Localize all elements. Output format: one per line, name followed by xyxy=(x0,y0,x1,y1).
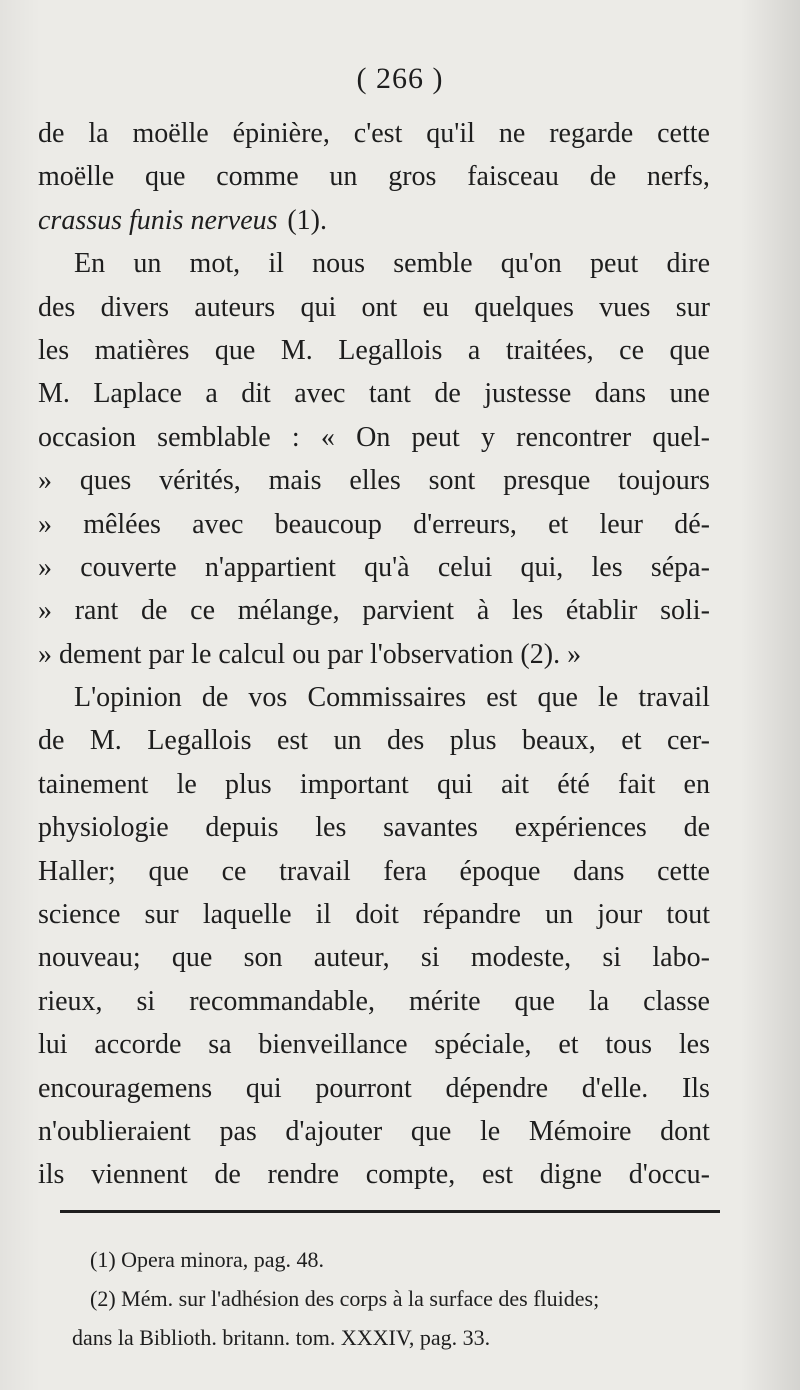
word: rencontrer xyxy=(516,421,632,453)
word: ce xyxy=(190,595,216,627)
italic-text-segment: crassus funis nerveus xyxy=(38,204,278,236)
word: sont xyxy=(428,465,476,497)
word: que xyxy=(148,855,189,887)
word: sur xyxy=(675,291,710,323)
word: qui, xyxy=(520,551,564,583)
word: rendre xyxy=(267,1159,340,1191)
word: de xyxy=(434,378,461,410)
word: eu xyxy=(422,291,450,323)
word: science xyxy=(38,899,121,931)
word: sa xyxy=(208,1029,232,1061)
text-line xyxy=(38,199,710,242)
word: avec xyxy=(294,378,346,410)
word: Ils xyxy=(681,1072,710,1104)
word: qu'il xyxy=(426,118,475,149)
word: celui xyxy=(437,551,493,583)
word: faisceau xyxy=(467,161,559,193)
word: » xyxy=(38,595,52,627)
word: avec xyxy=(192,508,244,540)
word: ils xyxy=(38,1159,65,1191)
word: un xyxy=(329,161,358,193)
word: beaux, xyxy=(521,725,596,757)
word: n'oublieraient xyxy=(38,1115,191,1147)
text-line xyxy=(38,1023,710,1066)
word: travail xyxy=(279,855,351,887)
word: de xyxy=(141,595,168,627)
word: leur xyxy=(599,508,643,540)
word: cer- xyxy=(666,725,710,757)
word: spéciale, xyxy=(434,1029,532,1061)
word: d'ajouter xyxy=(285,1115,383,1147)
footnote-line: dans la Biblioth. britann. tom. XXXIV, pag. 33. xyxy=(72,1325,491,1350)
word: ne xyxy=(498,118,526,149)
word: vérités, xyxy=(159,465,241,497)
word: modeste, xyxy=(470,942,572,974)
word: que xyxy=(537,682,578,714)
word: peut xyxy=(411,421,460,453)
word: soli- xyxy=(660,595,710,627)
word: de xyxy=(589,161,617,193)
word: expériences xyxy=(514,812,647,844)
word: dire xyxy=(666,248,710,280)
word: si xyxy=(420,942,440,974)
word: : xyxy=(291,421,300,453)
word: depuis xyxy=(205,812,279,844)
word: les xyxy=(38,334,70,366)
body-text xyxy=(38,112,710,1197)
word: son xyxy=(243,942,283,974)
text-segment: (1). xyxy=(287,204,327,236)
word: cette xyxy=(657,855,710,887)
word: c'est xyxy=(353,118,403,149)
word: un xyxy=(333,725,362,757)
text-line xyxy=(38,286,710,329)
word: si xyxy=(136,985,156,1017)
word: presque xyxy=(503,465,591,497)
word: jour xyxy=(597,899,643,931)
word: auteur, xyxy=(313,942,390,974)
word: regarde xyxy=(549,118,634,149)
word: mot, xyxy=(189,248,241,280)
text-line xyxy=(38,372,710,415)
word: Mémoire xyxy=(528,1115,632,1147)
word: ait xyxy=(500,768,529,800)
word: le xyxy=(176,768,197,800)
text-line xyxy=(38,719,710,762)
word: qu'à xyxy=(364,551,410,583)
word: ont xyxy=(361,291,398,323)
word: En xyxy=(74,248,106,280)
word: rieux, xyxy=(38,985,103,1017)
word: moëlle xyxy=(38,161,115,193)
word: doit xyxy=(355,899,399,931)
footnote-divider xyxy=(60,1210,720,1213)
word: la xyxy=(588,985,610,1017)
word: quel- xyxy=(652,421,710,453)
word: vos xyxy=(248,682,288,714)
word: « xyxy=(320,421,335,453)
text-line xyxy=(38,763,710,806)
word: été xyxy=(557,768,590,800)
footnote-line: (2) Mém. sur l'adhésion des corps à la surface des fluides; xyxy=(90,1286,600,1311)
word: la xyxy=(88,118,109,149)
word: nous xyxy=(312,248,366,280)
footnotes xyxy=(72,1240,732,1357)
word: d'occu- xyxy=(628,1159,710,1191)
text-line xyxy=(38,546,710,589)
word: encouragemens xyxy=(38,1072,213,1104)
word: laquelle xyxy=(202,899,292,931)
word: établir xyxy=(565,595,638,627)
word: de xyxy=(683,812,710,844)
word: tous xyxy=(605,1029,653,1061)
word: lui xyxy=(38,1029,68,1061)
text-line xyxy=(38,1067,710,1110)
word: compte, xyxy=(365,1159,456,1191)
word: des xyxy=(38,291,76,323)
word: tainement xyxy=(38,768,149,800)
word: » xyxy=(38,465,52,497)
word: plus xyxy=(449,725,497,757)
word: répandre xyxy=(423,899,521,931)
word: d'elle. xyxy=(581,1072,649,1104)
word: Laplace xyxy=(93,378,182,410)
word: il xyxy=(315,899,332,931)
word: quelques xyxy=(474,291,574,323)
word: y xyxy=(480,421,495,453)
text-segment: » dement par le calcul ou par l'observation (2). » xyxy=(38,638,582,670)
word: peut xyxy=(590,248,639,280)
word: époque xyxy=(459,855,541,887)
text-line xyxy=(38,112,710,155)
word: comme xyxy=(216,161,299,193)
word: des xyxy=(387,725,425,757)
word: M. xyxy=(280,334,313,366)
text-line xyxy=(38,806,710,849)
word: le xyxy=(479,1115,501,1147)
word: que xyxy=(669,334,710,366)
word: dans xyxy=(573,855,625,887)
word: ce xyxy=(221,855,247,887)
word: Haller; xyxy=(38,855,116,887)
page-number: ( 266 ) xyxy=(356,62,444,95)
word: épinière, xyxy=(232,118,330,149)
word: fait xyxy=(618,768,656,800)
word: cette xyxy=(657,118,710,149)
word: fera xyxy=(383,855,427,887)
word: il xyxy=(268,248,284,280)
word: mêlées xyxy=(83,508,161,540)
word: » xyxy=(38,508,52,540)
word: traitées, xyxy=(505,334,594,366)
word: mais xyxy=(268,465,322,497)
word: mélange, xyxy=(237,595,340,627)
word: est xyxy=(481,1159,514,1191)
word: important xyxy=(299,768,409,800)
word: divers xyxy=(100,291,170,323)
word: et xyxy=(621,725,642,757)
text-line xyxy=(38,155,710,198)
text-line xyxy=(38,503,710,546)
word: tout xyxy=(666,899,710,931)
word: vues xyxy=(599,291,651,323)
word: M. xyxy=(38,378,70,410)
word: qui xyxy=(245,1072,282,1104)
word: recommandable, xyxy=(189,985,375,1017)
word: que xyxy=(144,161,186,193)
word: une xyxy=(669,378,710,410)
word: toujours xyxy=(618,465,710,497)
word: qui xyxy=(437,768,473,800)
word: ques xyxy=(79,465,132,497)
word: en xyxy=(683,768,710,800)
word: accorde xyxy=(94,1029,182,1061)
word: semblable xyxy=(157,421,271,453)
word: sur xyxy=(144,899,179,931)
text-line xyxy=(38,850,710,893)
word: rant xyxy=(74,595,119,627)
word: dépendre xyxy=(445,1072,549,1104)
word: Legallois xyxy=(338,334,443,366)
word: les xyxy=(512,595,544,627)
word: que xyxy=(214,334,256,366)
word: gros xyxy=(388,161,437,193)
word: que xyxy=(410,1115,452,1147)
word: » xyxy=(38,551,52,583)
word: et xyxy=(548,508,569,540)
word: dans xyxy=(594,378,647,410)
word: physiologie xyxy=(38,812,169,844)
word: dont xyxy=(660,1115,710,1147)
word: bienveillance xyxy=(258,1029,408,1061)
word: justesse xyxy=(484,378,572,410)
word: a xyxy=(205,378,218,410)
word: que xyxy=(514,985,555,1017)
word: pas xyxy=(219,1115,257,1147)
word: que xyxy=(171,942,213,974)
word: le xyxy=(598,682,619,714)
word: moëlle xyxy=(132,118,209,149)
word: pourront xyxy=(315,1072,412,1104)
word: qu'on xyxy=(500,248,562,280)
word: un xyxy=(545,899,574,931)
word: nouveau; xyxy=(38,942,141,974)
text-line xyxy=(38,416,710,459)
word: les xyxy=(315,812,347,844)
word: de xyxy=(201,682,229,714)
word: de xyxy=(38,725,65,757)
word: semble xyxy=(393,248,473,280)
word: beaucoup xyxy=(274,508,382,540)
word: parvient xyxy=(362,595,455,627)
word: auteurs xyxy=(194,291,276,323)
word: les xyxy=(591,551,623,583)
word: Legallois xyxy=(147,725,252,757)
word: travail xyxy=(638,682,710,714)
word: n'appartient xyxy=(204,551,336,583)
word: On xyxy=(356,421,391,453)
footnote-line: (1) Opera minora, pag. 48. xyxy=(90,1247,324,1272)
word: occasion xyxy=(38,421,136,453)
text-line xyxy=(38,980,710,1023)
word: labo- xyxy=(652,942,710,974)
word: si xyxy=(602,942,622,974)
text-line xyxy=(38,589,710,632)
word: viennent xyxy=(91,1159,188,1191)
word: couverte xyxy=(80,551,177,583)
word: un xyxy=(133,248,162,280)
word: matières xyxy=(94,334,190,366)
word: est xyxy=(486,682,518,714)
word: digne xyxy=(539,1159,602,1191)
word: a xyxy=(467,334,481,366)
word: M. xyxy=(89,725,122,757)
word: L'opinion xyxy=(74,682,182,714)
text-line xyxy=(38,676,710,719)
text-line xyxy=(38,459,710,502)
word: elles xyxy=(349,465,401,497)
word: dit xyxy=(241,378,271,410)
text-line xyxy=(38,893,710,936)
text-line xyxy=(38,1110,710,1153)
word: d'erreurs, xyxy=(413,508,517,540)
text-line xyxy=(38,936,710,979)
word: nerfs, xyxy=(646,161,710,193)
word: sépa- xyxy=(650,551,710,583)
word: de xyxy=(38,118,65,149)
text-line xyxy=(38,242,710,285)
word: les xyxy=(678,1029,710,1061)
text-line xyxy=(38,633,710,676)
word: Commissaires xyxy=(307,682,467,714)
word: ce xyxy=(619,334,645,366)
text-line xyxy=(38,1153,710,1196)
word: est xyxy=(276,725,309,757)
word: qui xyxy=(300,291,337,323)
word: tant xyxy=(368,378,411,410)
word: savantes xyxy=(383,812,478,844)
word: plus xyxy=(225,768,272,800)
text-line xyxy=(38,329,710,372)
word: classe xyxy=(643,985,710,1017)
word: de xyxy=(214,1159,241,1191)
word: mérite xyxy=(408,985,481,1017)
word: et xyxy=(558,1029,579,1061)
word: dé- xyxy=(674,508,710,540)
word: à xyxy=(476,595,490,627)
